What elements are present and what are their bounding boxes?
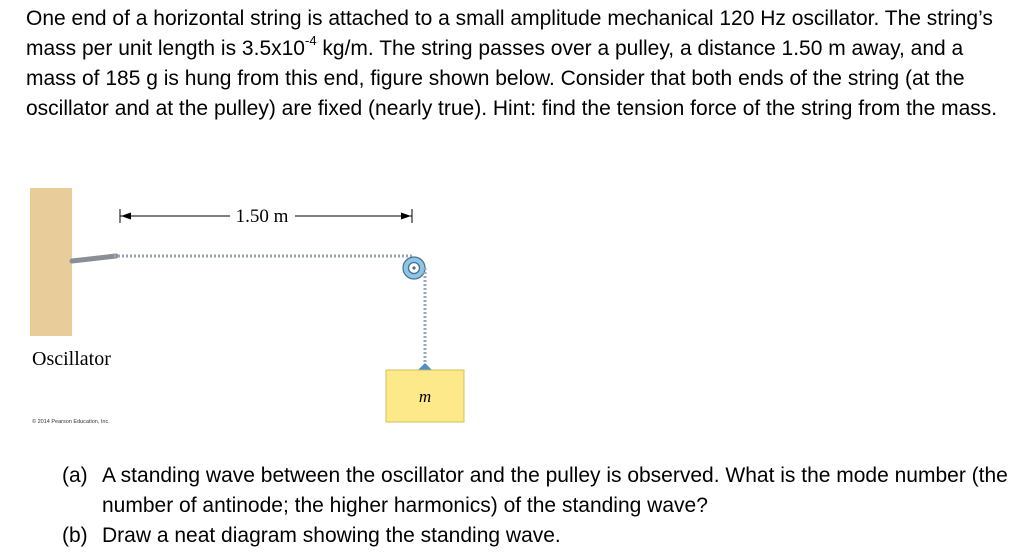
question-a bbox=[62, 461, 1012, 521]
question-a-text: A standing wave between the oscillator and the pulley is observed. What is the mode number (the number of antinode; the higher harmonics) of the standing wave? bbox=[102, 464, 1008, 517]
oscillator-rod bbox=[72, 256, 116, 261]
mass-label: m bbox=[418, 387, 432, 406]
problem-text-part1: One end of a horizontal string is attached to a small amplitude mechanical 120 Hz oscillator. The string’s mass per unit length is 3.5x10 bbox=[26, 7, 993, 60]
distance-label: 1.50 m bbox=[235, 206, 289, 227]
problem-statement bbox=[26, 4, 1011, 124]
hook bbox=[418, 363, 432, 370]
oscillator-label: Oscillator bbox=[32, 348, 111, 370]
copyright-note: © 2014 Pearson Education, Inc. bbox=[32, 419, 110, 425]
distance-dimension bbox=[120, 206, 412, 227]
problem-text-part2: kg/m. The string passes over a pulley, a distance 1.50 m away, and a mass of 185 g is hung from this end, figure shown below. Consider that both ends of the string (at the oscillator and at the pulley) are fixed (nearly true). Hint: find the tension force of the string from the mass. bbox=[26, 37, 998, 120]
pulley bbox=[403, 257, 425, 279]
question-b-text: Draw a neat diagram showing the standing wave. bbox=[102, 524, 561, 547]
oscillator-block bbox=[30, 188, 72, 336]
oscillator-pulley-figure bbox=[0, 180, 1024, 440]
question-b bbox=[62, 521, 1012, 551]
question-b-label: (b) bbox=[62, 524, 88, 547]
question-list bbox=[62, 461, 1012, 551]
exponent: -4 bbox=[305, 33, 317, 48]
question-a-label: (a) bbox=[62, 464, 88, 487]
